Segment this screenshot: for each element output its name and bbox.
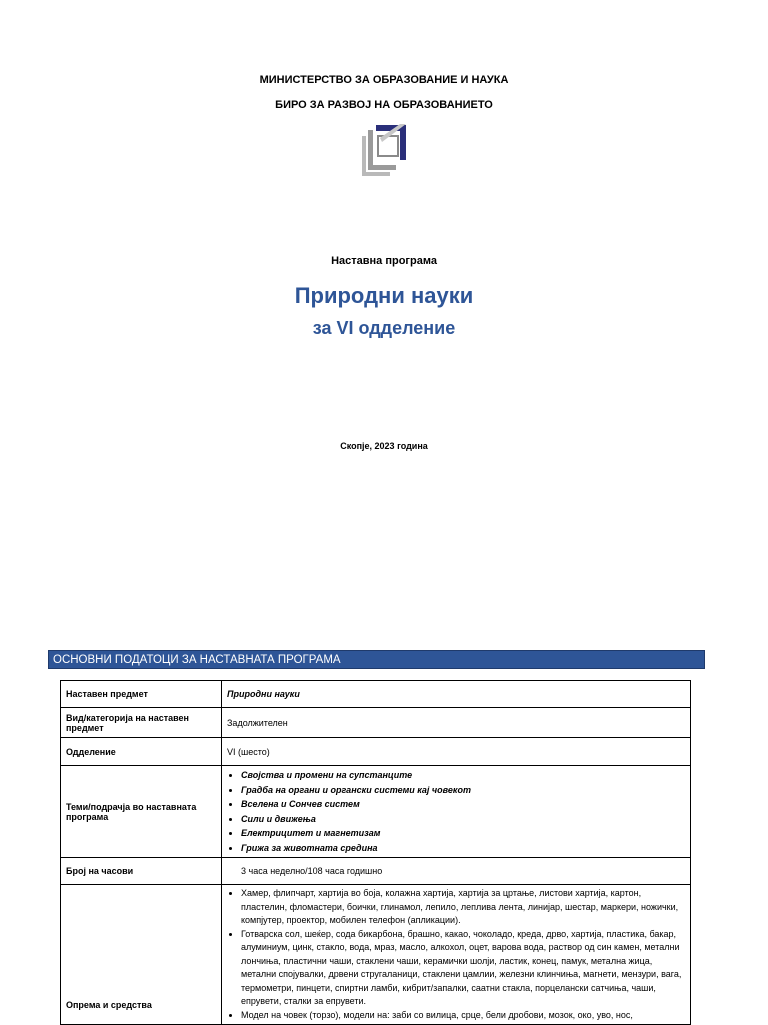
- program-label: Наставна програма: [331, 255, 437, 267]
- topics-cell: [222, 766, 691, 858]
- hours-label: Број на часови: [61, 858, 222, 885]
- list-item: • Вселена и Сончев систем: [241, 797, 685, 812]
- topics-label: Теми/подрачја во наставната програма: [61, 766, 222, 858]
- bureau-logo-icon: [356, 122, 412, 182]
- list-item: • Сили и движења: [241, 812, 685, 827]
- hours-value: 3 часа неделно/108 часа годишно: [222, 858, 691, 885]
- table-row: [61, 738, 691, 766]
- type-label: Вид/категорија на наставен предмет: [61, 708, 222, 738]
- bureau-heading: БИРО ЗА РАЗВОЈ НА ОБРАЗОВАНИЕТО: [275, 99, 493, 111]
- list-item: • Грижа за животната средина: [241, 841, 685, 856]
- grade-value: VI (шесто): [222, 738, 691, 766]
- program-info-table: [60, 680, 691, 1025]
- list-item: • Електрицитет и магнетизам: [241, 826, 685, 841]
- grade-label: Одделение: [61, 738, 222, 766]
- section-banner: ОСНОВНИ ПОДАТОЦИ ЗА НАСТАВНАТА ПРОГРАМА: [48, 650, 705, 669]
- list-item: • Модел на човек (торзо), модели на: заби со вилица, срце, бели дробови, мозок, око, уво, нос,: [241, 1009, 685, 1023]
- table-row: [61, 858, 691, 885]
- place-year: Скопје, 2023 година: [340, 441, 428, 451]
- list-item: • Готварска сол, шеќер, сода бикарбона, брашно, какао, чоколадо, креда, дрво, хартија, пластика, бакар, алуминиум, цинк, стакло, вода, мраз, масло, алкохол, оцет, варова вода, раствор од син камен, метални лончиња, пластични чаши, стаклени чаши, керамички шолји, ластик, конец, памук, метална жица, метални спојувалки, дрвени стругаланици, стаклени цамлии, железни клинчиња, магнети, мензури, вага, термометри, пинцети, спиртни ламби, кибрит/запалки, саатни стакла, порцелански сатчиња, чаши, епрувети, сталки за епрувети.: [241, 928, 685, 1009]
- document-subtitle: за VI одделение: [312, 318, 456, 338]
- table-row: [61, 885, 691, 1025]
- table-row: [61, 708, 691, 738]
- list-item: • Градба на органи и органски системи кај човекот: [241, 783, 685, 798]
- subject-value: Природни науки: [222, 681, 691, 708]
- type-value: Задолжителен: [222, 708, 691, 738]
- ministry-heading: МИНИСТЕРСТВО ЗА ОБРАЗОВАНИЕ И НАУКА: [259, 74, 509, 86]
- subject-label: Наставен предмет: [61, 681, 222, 708]
- list-item: • Својства и промени на супстанците: [241, 768, 685, 783]
- equipment-cell: [222, 885, 691, 1025]
- table-row: [61, 681, 691, 708]
- equipment-label: Опрема и средства: [61, 885, 222, 1025]
- document-title: Природни науки: [294, 283, 474, 308]
- table-row: [61, 766, 691, 858]
- list-item: • Хамер, флипчарт, хартија во боја, колажна хартија, хартија за цртање, листови хартија, картон, пластелин, фломастери, боички, глинамол, лепило, леплива лента, линијар, шестар, маркери, ножички, компјутер, проектор, мобилен телефон (апликации).: [241, 887, 685, 928]
